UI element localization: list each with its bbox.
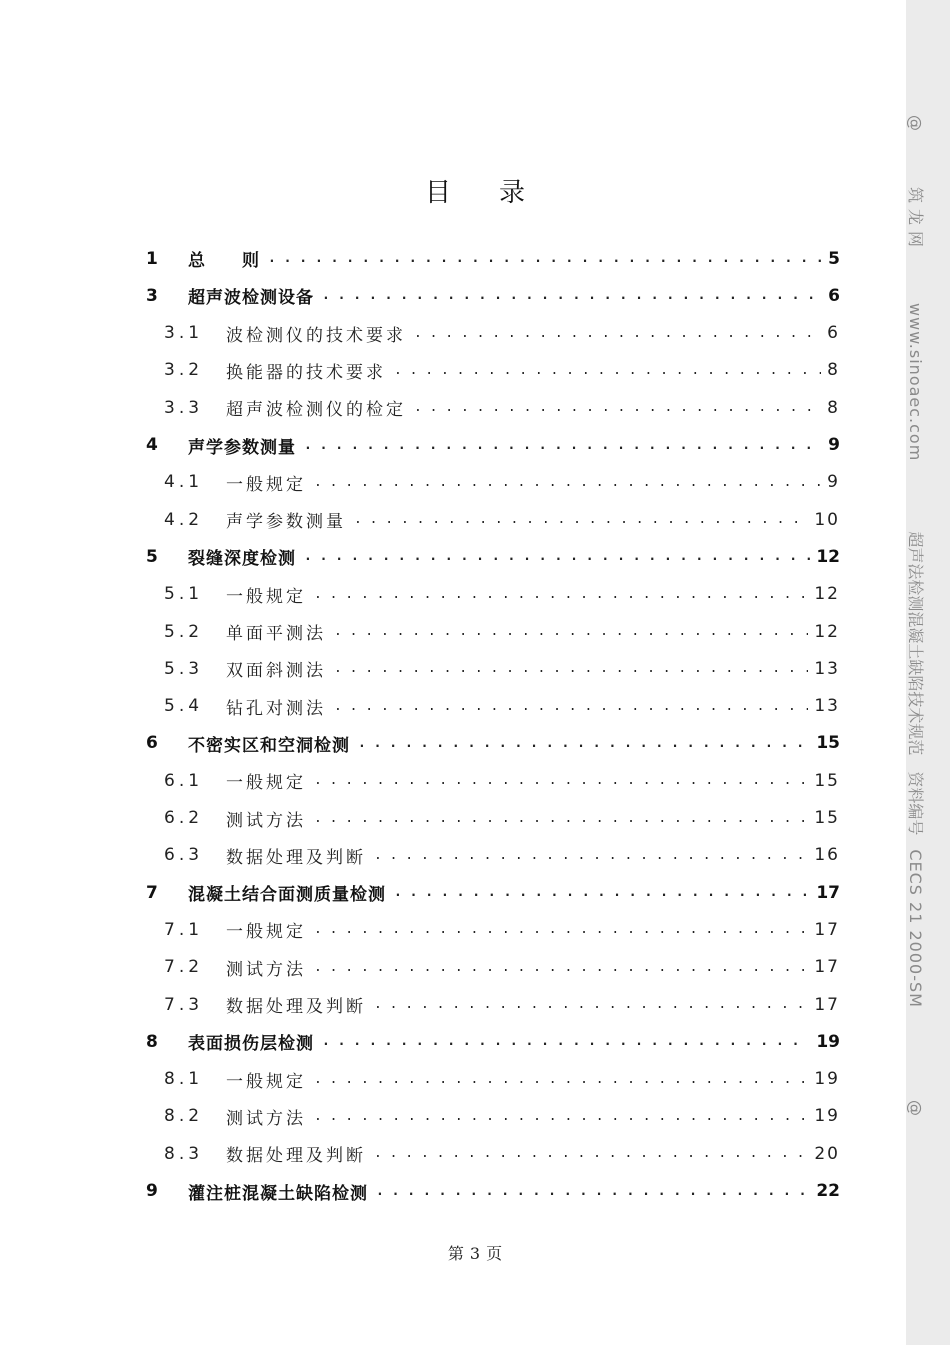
watermark-at-bottom: @	[906, 1099, 925, 1116]
toc-entry-page-number: 15	[814, 808, 840, 828]
toc-entry-number: 6.2	[164, 808, 204, 828]
toc-entry-number: 9	[146, 1181, 158, 1201]
toc-dot-leader	[374, 1135, 808, 1172]
toc-dot-leader	[314, 1061, 808, 1098]
watermark-doc-code: CECS 21 2000-SM	[906, 849, 925, 1008]
toc-entry-label: 不密实区和空洞检测	[188, 735, 350, 756]
toc-entry-number: 8.1	[164, 1069, 204, 1090]
toc-section-entry[interactable]	[164, 650, 840, 687]
toc-entry-page-number: 6	[828, 285, 840, 306]
toc-entry-label: 数据处理及判断	[226, 847, 366, 868]
toc-entry-page-number: 6	[827, 323, 840, 344]
toc-dot-leader	[304, 427, 822, 464]
toc-entry-page-number: 9	[828, 435, 840, 455]
toc-entry-number: 7.1	[164, 919, 204, 940]
toc-section-entry[interactable]	[164, 576, 840, 613]
toc-dot-leader	[322, 1023, 810, 1060]
toc-dot-leader	[314, 800, 808, 837]
toc-entry-number: 8.2	[164, 1106, 204, 1127]
toc-dot-leader	[374, 837, 808, 874]
toc-section-entry[interactable]	[164, 1061, 840, 1098]
toc-entry-label: 声学参数测量	[188, 437, 296, 458]
toc-section-entry[interactable]	[164, 1098, 840, 1135]
toc-dot-leader	[334, 613, 808, 650]
toc-section-entry[interactable]	[164, 501, 840, 538]
toc-entry-label: 波检测仪的技术要求	[226, 325, 406, 346]
toc-entry-page-number: 8	[827, 397, 840, 418]
toc-entry-number: 6	[146, 733, 158, 754]
toc-entry-number: 3.3	[164, 397, 204, 418]
toc-entry-label: 钻孔对测法	[226, 698, 326, 719]
toc-dot-leader	[314, 911, 808, 948]
toc-entry-label: 双面斜测法	[226, 661, 326, 682]
toc-entry-page-number: 15	[816, 733, 840, 754]
toc-entry-page-number: 12	[814, 584, 840, 605]
toc-dot-leader	[374, 986, 808, 1023]
toc-entry-page-number: 9	[827, 472, 840, 493]
toc-dot-leader	[314, 762, 808, 799]
page-footer	[0, 1241, 950, 1264]
toc-dot-leader	[334, 650, 808, 687]
watermark-text	[905, 115, 928, 1172]
watermark-site-name: 筑龙网	[906, 187, 925, 254]
toc-entry-number: 5	[146, 546, 158, 567]
toc-dot-leader	[322, 277, 822, 314]
toc-entry-page-number: 17	[814, 994, 840, 1015]
toc-dot-leader	[314, 576, 808, 613]
toc-entry-number: 7.3	[164, 994, 204, 1015]
toc-entry-number: 4	[146, 435, 158, 455]
toc-entry-label: 数据处理及判断	[226, 1146, 366, 1167]
toc-section-entry[interactable]	[164, 762, 840, 799]
page-title-char-2: 录	[499, 178, 526, 208]
toc-entry-page-number: 19	[814, 1069, 840, 1090]
toc-chapter-entry[interactable]	[146, 874, 840, 911]
toc-entry-number: 5.1	[164, 584, 204, 605]
toc-entry-number: 7	[146, 882, 158, 903]
toc-entry-page-number: 17	[814, 957, 840, 978]
toc-entry-page-number: 12	[816, 546, 840, 567]
toc-entry-page-number: 5	[828, 248, 840, 269]
toc-chapter-entry[interactable]	[146, 240, 840, 277]
toc-dot-leader	[354, 501, 808, 538]
toc-dot-leader	[314, 949, 808, 986]
toc-chapter-entry[interactable]	[146, 725, 840, 762]
toc-entry-page-number: 15	[814, 770, 840, 791]
toc-entry-number: 8	[146, 1031, 158, 1052]
toc-entry-label: 单面平测法	[226, 624, 326, 644]
toc-dot-leader	[268, 240, 822, 277]
toc-entry-label: 表面损伤层检测	[188, 1034, 314, 1055]
toc-entry-page-number: 17	[816, 882, 840, 903]
toc-section-entry[interactable]	[164, 1135, 840, 1172]
toc-entry-label: 一般规定	[226, 922, 306, 943]
toc-entry-label: 一般规定	[226, 586, 306, 607]
toc-chapter-entry[interactable]	[146, 277, 840, 314]
toc-dot-leader	[314, 464, 821, 501]
toc-section-entry[interactable]	[164, 949, 840, 986]
toc-entry-label: 一般规定	[226, 474, 306, 495]
toc-entry-label: 换能器的技术要求	[226, 362, 386, 383]
toc-entry-page-number: 13	[814, 696, 840, 717]
toc-section-entry[interactable]	[164, 800, 840, 837]
toc-entry-page-number: 13	[814, 658, 840, 679]
toc-entry-page-number: 19	[816, 1031, 840, 1052]
toc-entry-page-number: 17	[814, 919, 840, 940]
toc-entry-number: 8.3	[164, 1143, 204, 1164]
toc-dot-leader	[394, 874, 810, 911]
toc-section-entry[interactable]	[164, 911, 840, 948]
toc-entry-number: 5.3	[164, 658, 204, 679]
toc-entry-number: 3.2	[164, 360, 204, 381]
toc-entry-label: 测试方法	[226, 810, 306, 831]
toc-entry-number: 6.3	[164, 845, 204, 866]
footer-page-number: 3	[469, 1244, 481, 1263]
toc-entry-number: 6.1	[164, 770, 204, 791]
toc-dot-leader	[334, 688, 808, 725]
toc-entry-label: 混凝土结合面测质量检测	[188, 885, 386, 906]
toc-entry-page-number: 10	[814, 509, 840, 530]
toc-section-entry[interactable]	[164, 464, 840, 501]
toc-section-entry[interactable]	[164, 688, 840, 725]
watermark-doc-name: 超声法检测混凝土缺陷技术规范	[906, 531, 925, 756]
toc-entry-number: 4.2	[164, 509, 204, 530]
toc-section-entry[interactable]	[164, 613, 840, 650]
footer-suffix: 页	[486, 1244, 503, 1263]
toc-dot-leader	[414, 315, 821, 352]
toc-entry-label: 数据处理及判断	[226, 997, 366, 1017]
toc-entry-number: 3	[146, 285, 158, 306]
toc-chapter-entry[interactable]	[146, 538, 840, 575]
toc-entry-number: 4.1	[164, 472, 204, 493]
toc-section-entry[interactable]	[164, 837, 840, 874]
toc-entry-label: 一般规定	[226, 1071, 306, 1092]
toc-entry-number: 7.2	[164, 957, 204, 978]
toc-entry-number: 5.4	[164, 696, 204, 717]
toc-entry-label: 声学参数测量	[226, 512, 346, 533]
toc-entry-page-number: 19	[814, 1106, 840, 1127]
toc-entry-label: 总 则	[188, 251, 260, 271]
toc-section-entry[interactable]	[164, 352, 840, 389]
page-title	[0, 172, 950, 209]
toc-chapter-entry[interactable]	[146, 1023, 840, 1060]
toc-entry-label: 灌注桩混凝土缺陷检测	[188, 1183, 368, 1204]
watermark-doc-code-label: 资料编号	[906, 771, 925, 836]
toc-entry-label: 超声波检测设备	[188, 288, 314, 309]
toc-entry-label: 一般规定	[226, 773, 306, 794]
toc-dot-leader	[394, 352, 821, 389]
toc-section-entry[interactable]	[164, 986, 840, 1023]
toc-dot-leader	[314, 1098, 808, 1135]
toc-entry-label: 裂缝深度检测	[188, 549, 296, 570]
toc-entry-number: 1	[146, 248, 158, 269]
toc-entry-page-number: 20	[814, 1143, 840, 1164]
toc-entry-page-number: 16	[814, 845, 840, 866]
toc-entry-label: 测试方法	[226, 959, 306, 980]
toc-chapter-entry[interactable]	[146, 1173, 840, 1210]
toc-chapter-entry[interactable]	[146, 427, 840, 464]
toc-entry-number: 5.2	[164, 621, 204, 642]
toc-entry-page-number: 8	[827, 360, 840, 381]
toc-entry-page-number: 12	[814, 621, 840, 642]
watermark-at-top: @	[906, 115, 925, 131]
toc-dot-leader	[414, 389, 821, 426]
toc-entry-number: 3.1	[164, 323, 204, 344]
footer-prefix: 第	[447, 1244, 464, 1263]
toc-entry-label: 超声波检测仪的检定	[226, 400, 406, 421]
page-title-char-1: 目	[424, 178, 451, 208]
toc-section-entry[interactable]	[164, 315, 840, 352]
toc-section-entry[interactable]	[164, 389, 840, 426]
toc-dot-leader	[358, 725, 810, 762]
toc-entry-label: 测试方法	[226, 1108, 306, 1129]
toc-entry-page-number: 22	[816, 1181, 840, 1201]
watermark-site-url: www.sinoaec.com	[906, 303, 925, 462]
toc-dot-leader	[376, 1173, 810, 1210]
toc-dot-leader	[304, 538, 810, 575]
